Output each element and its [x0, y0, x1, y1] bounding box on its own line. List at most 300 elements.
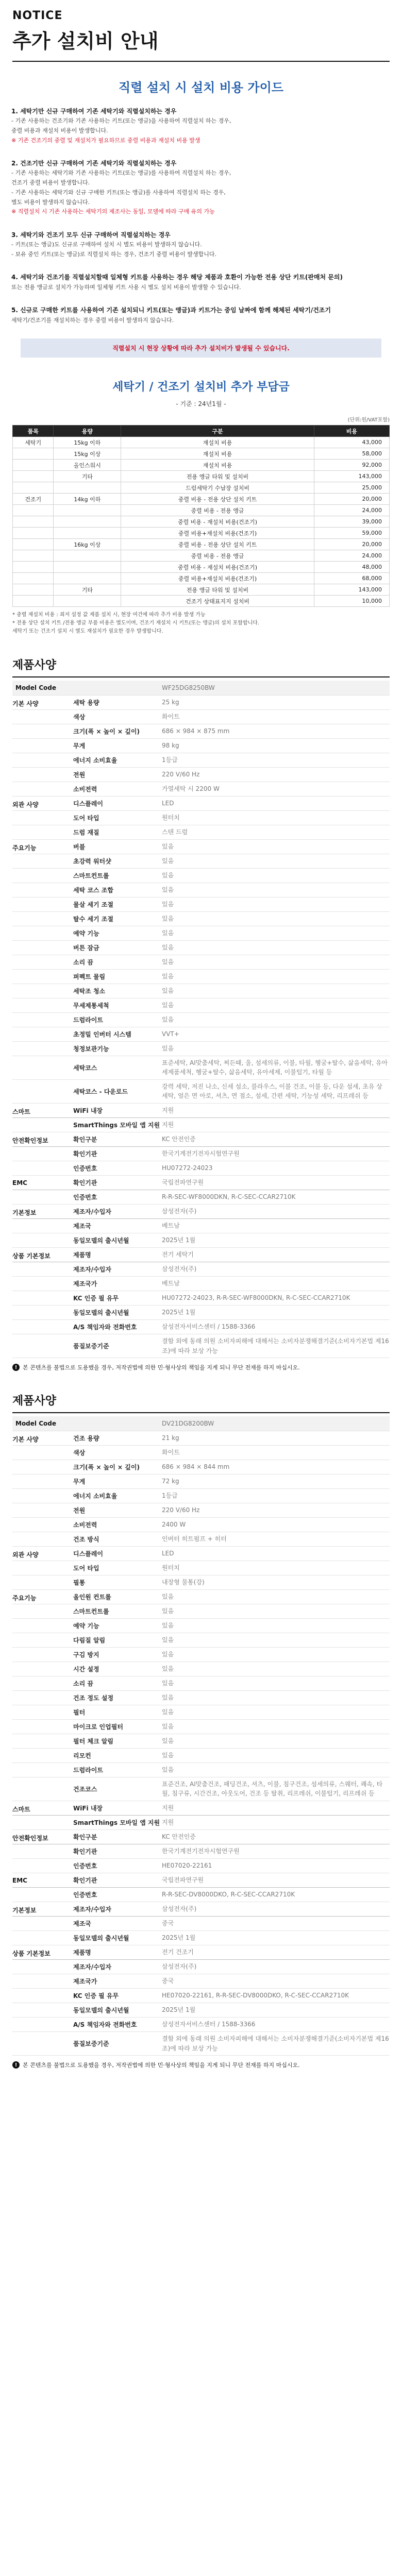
spec-label: 세탁 용량	[73, 695, 162, 709]
spec-model-label: Model Code	[12, 681, 73, 695]
fee-note-line: 세탁기 또는 건조기 설치 시 별도 재설치가 필요한 경우 발생합니다.	[12, 629, 163, 635]
spec-label: 동일모델의 출시년월	[73, 2003, 162, 2017]
spec-label: 색상	[73, 709, 162, 724]
spec-label: 다림질 알림	[73, 1633, 162, 1647]
spec-row	[12, 1690, 390, 1705]
guide-item-line: 또는 전용 앵글로 설치가 가능하며 일체형 키트 사용 시 별도 설치 비용이 발생할 수 있습니다.	[11, 283, 241, 291]
fee-row	[13, 471, 390, 482]
spec-label: 건조 용량	[73, 1431, 162, 1445]
fee-row	[13, 437, 390, 448]
fee-header-cell: 용량	[54, 426, 121, 437]
spec-row	[12, 1647, 390, 1662]
spec-label: 소리 끔	[73, 955, 162, 969]
spec-category	[12, 1561, 73, 1575]
spec-row	[12, 897, 390, 911]
spec-value: 국립전파연구원	[162, 1176, 390, 1190]
guide-item-line: 중렬 비용과 재설치 비용이 발생합니다.	[11, 127, 108, 134]
spec-label: KC 인증 필 유무	[73, 1291, 162, 1306]
fee-row	[13, 494, 390, 505]
spec-row	[12, 868, 390, 883]
spec-row	[12, 1858, 390, 1873]
spec-value: 있음	[162, 1705, 390, 1719]
spec-value: HE07020-22161, R-R-SEC-DV8000DKO, R-C-SEC-CCAR2710K	[162, 1988, 390, 2003]
spec-label: 인증번호	[73, 1190, 162, 1205]
spec-value: 있음	[162, 1676, 390, 1690]
spec-category	[12, 1974, 73, 1988]
spec-label: 확인기관	[73, 1873, 162, 1887]
spec-label: 리모컨	[73, 1748, 162, 1762]
spec-row	[12, 883, 390, 897]
spec-row	[12, 955, 390, 969]
spec-category	[12, 1488, 73, 1503]
spec-value: 표준건조, AI맞춤건조, 패딩건조, 셔츠, 이불, 침구건조, 섬세의류, 스웨터, 쾌속, 타월, 침구류, 시간건조, 아웃도어, 건조 등 탈취, 리프레쉬, 이불털기, 리프레쉬 등	[162, 1777, 390, 1801]
spec-category	[12, 1079, 73, 1103]
spec-category	[12, 1445, 73, 1460]
guide-item-head: 2. 건조기만 신규 구매하여 기존 세탁기와 직렬설치하는 경우	[11, 160, 177, 167]
spec-label: WiFi 내장	[73, 1801, 162, 1815]
spec-row	[12, 1079, 390, 1103]
spec-row	[12, 1474, 390, 1488]
spec-label: 제조국	[73, 1219, 162, 1233]
notice-header	[0, 0, 402, 62]
fee-header-cell: 품목	[13, 426, 54, 437]
spec-category: 스마트	[12, 1104, 73, 1118]
fee-cell	[13, 482, 54, 494]
spec-value: 1등급	[162, 753, 390, 767]
info-icon: !	[12, 2061, 20, 2069]
spec-value: 삼성전자(주)	[162, 1205, 390, 1219]
fee-cell	[13, 471, 54, 482]
spec-row	[12, 1532, 390, 1546]
spec-label: 필통	[73, 1575, 162, 1589]
spec-category	[12, 1662, 73, 1676]
fee-cell	[13, 460, 54, 471]
spec-row	[12, 709, 390, 724]
fee-cell: 24,000	[314, 505, 389, 516]
fee-cell: 중렬 비용+재설치 비용(건조기)	[121, 573, 314, 584]
spec-model-value: WF25DG8250BW	[162, 681, 390, 695]
notice-title: 추가 설치비 안내	[12, 30, 159, 53]
fee-cell: 43,000	[314, 437, 389, 448]
copyright-note	[0, 2056, 402, 2069]
guide-item-line: 세탁기/건조기를 재설치하는 경우 중렬 비용이 발생하지 않습니다.	[11, 316, 174, 324]
spec-value: 있음	[162, 1719, 390, 1734]
spec-row	[12, 1561, 390, 1575]
spec-category: 기본정보	[12, 1902, 73, 1916]
spec-value: 있음	[162, 839, 390, 854]
spec-category: 외관 사양	[12, 1546, 73, 1561]
spec-row	[12, 810, 390, 825]
spec-category	[12, 2003, 73, 2017]
spec-label: 드럼라이트	[73, 1012, 162, 1027]
spec-label: 제조국가	[73, 1974, 162, 1988]
spec-category	[12, 1190, 73, 1205]
fee-cell	[13, 573, 54, 584]
spec-label: 세탁 코스 조합	[73, 883, 162, 897]
fee-cell: 58,000	[314, 448, 389, 460]
spec-row	[12, 1719, 390, 1734]
spec-label: 세탁코스 - 다운로드	[73, 1079, 162, 1103]
spec-category: 기본 사양	[12, 695, 73, 709]
fee-cell	[13, 539, 54, 550]
spec-label: 드럼 재질	[73, 825, 162, 839]
spec-row	[12, 738, 390, 753]
fee-cell: 드럼세탁기 수납장 설치비	[121, 482, 314, 494]
fee-cell: 14kg 이하	[54, 494, 121, 505]
spec-row	[12, 984, 390, 998]
spec-row	[12, 1748, 390, 1762]
spec-label: 스마트컨트롤	[73, 1604, 162, 1618]
fee-cell: 15kg 이하	[54, 437, 121, 448]
spec-row	[12, 1132, 390, 1147]
spec-value: HU07272-24023, R-R-SEC-WF8000DKN, R-C-SEC-CCAR2710K	[162, 1291, 390, 1306]
fee-cell	[13, 562, 54, 573]
spec-label: A/S 책임자와 전화번호	[73, 1320, 162, 1334]
spec-category	[12, 2017, 73, 2031]
fee-header-cell: 구분	[121, 426, 314, 437]
spec-category: EMC	[12, 1873, 73, 1887]
guide-item-line: - 키트(또는 앵글)도 신규로 구매하여 설치 시 별도 비용이 발생하지 않습니다.	[11, 241, 202, 248]
spec-value: 삼성전자(주)	[162, 1902, 390, 1916]
spec-label: 에너지 소비효율	[73, 753, 162, 767]
spec-value: R-R-SEC-WF8000DKN, R-C-SEC-CCAR2710K	[162, 1190, 390, 1205]
fee-cell: 48,000	[314, 562, 389, 573]
spec-label: SmartThings 모바일 앱 지원	[73, 1815, 162, 1829]
spec-value: 있음	[162, 1690, 390, 1705]
spec-category	[12, 1334, 73, 1358]
spec-row	[12, 1118, 390, 1132]
guide-item-line: - 기존 사용하는 건조기와 기존 사용하는 키트(또는 앵글)을 사용하여 직렬설치 하는 경우,	[11, 117, 231, 125]
spec-label: 무게	[73, 738, 162, 753]
spec-label: 확인구분	[73, 1829, 162, 1844]
spec-row	[12, 1887, 390, 1902]
spec-value: 있음	[162, 969, 390, 984]
spec-row	[12, 969, 390, 984]
fee-cell: 25,000	[314, 482, 389, 494]
fee-cell: 59,000	[314, 528, 389, 539]
fee-row	[13, 460, 390, 471]
spec-label: 제조자/수입자	[73, 1959, 162, 1974]
spec-category	[12, 940, 73, 955]
spec-category	[12, 825, 73, 839]
spec-label: 초정밀 인버터 시스템	[73, 1027, 162, 1041]
fee-cell: 중렬 비용 - 전용 앵글	[121, 505, 314, 516]
spec-value: 220 V/60 Hz	[162, 1503, 390, 1517]
spec-category	[12, 1147, 73, 1161]
spec-category	[12, 897, 73, 911]
spec-value: LED	[162, 1546, 390, 1561]
spec-value: 삼성전자서비스센터 / 1588-3366	[162, 2017, 390, 2031]
spec-value: 지원	[162, 1815, 390, 1829]
spec-label: 제조자/수입자	[73, 1902, 162, 1916]
fee-cell	[54, 596, 121, 607]
spec-label: 제조국	[73, 1916, 162, 1930]
spec-category	[12, 1306, 73, 1320]
spec-label: 도어 타입	[73, 810, 162, 825]
spec-row	[12, 782, 390, 796]
fee-cell	[13, 448, 54, 460]
highlight-notice: 직렬설치 시 현장 상황에 따라 추가 설치비가 발생될 수 있습니다.	[21, 338, 381, 358]
spec-category	[12, 1291, 73, 1306]
spec-heading: 제품사양	[12, 659, 57, 672]
spec-category	[12, 868, 73, 883]
spec-category	[12, 1262, 73, 1277]
spec-category	[12, 1930, 73, 1945]
spec-row	[12, 1974, 390, 1988]
guide-item	[11, 306, 391, 325]
fee-cell	[13, 505, 54, 516]
spec-category	[12, 998, 73, 1012]
spec-value: 가열세탁 시 2200 W	[162, 782, 390, 796]
spec-category	[12, 1233, 73, 1248]
spec-value: KC 안전인증	[162, 1829, 390, 1844]
spec-row	[12, 1546, 390, 1561]
spec-row	[12, 911, 390, 926]
spec-row	[12, 854, 390, 868]
spec-value: 삼성전자(주)	[162, 1262, 390, 1277]
spec-row	[12, 1844, 390, 1858]
spec-label: 품질보증기준	[73, 2031, 162, 2055]
fee-row	[13, 482, 390, 494]
spec-row	[12, 1916, 390, 1930]
spec-label: 퍼펙트 물림	[73, 969, 162, 984]
spec-value: 지원	[162, 1801, 390, 1815]
spec-category: 상품 기본정보	[12, 1248, 73, 1262]
guide-item-line: - 기존 사용하는 세탁기와 신규 구매한 키트(또는 앵글)를 사용하여 직렬설치 하는 경우,	[11, 189, 226, 196]
guide-item-line: - 기존 사용하는 세탁기와 기존 사용하는 키트(또는 앵글)를 사용하여 직렬설치 하는 경우,	[11, 170, 231, 177]
spec-model-row	[12, 681, 390, 695]
spec-category: 안전확인정보	[12, 1829, 73, 1844]
spec-label: 제품명	[73, 1248, 162, 1262]
fee-cell: 중렬 비용 - 전용 상단 설치 키트	[121, 539, 314, 550]
spec-category: 스마트	[12, 1801, 73, 1815]
spec-value: 2025년 1월	[162, 1233, 390, 1248]
spec-value: 중국	[162, 1916, 390, 1930]
spec-value: 중국	[162, 1974, 390, 1988]
info-icon: !	[12, 1364, 20, 1371]
spec-value: 지원	[162, 1104, 390, 1118]
spec-category	[12, 1844, 73, 1858]
spec-value: 화이트	[162, 1445, 390, 1460]
spec-value: 있음	[162, 1604, 390, 1618]
spec-category	[12, 1532, 73, 1546]
spec-value: 있음	[162, 1662, 390, 1676]
spec-value: 있음	[162, 1618, 390, 1633]
fee-title: 세탁기 / 건조기 설치비 추가 부담금	[112, 381, 290, 394]
spec-row	[12, 1575, 390, 1589]
fee-cell: 재설치 비용	[121, 437, 314, 448]
guide-item-head: 1. 세탁기만 신규 구매하여 기존 세탁기와 직렬설치하는 경우	[11, 108, 177, 115]
spec-value: 결함 외에 동래 의원 소비자피해에 대해서는 소비자분쟁해결기준(소비자기본법 제16조)에 따라 보상 가능	[162, 1334, 390, 1358]
spec-category	[12, 1647, 73, 1662]
spec-value: 있음	[162, 955, 390, 969]
spec-value: 있음	[162, 984, 390, 998]
spec-label: 동일모델의 출시년월	[73, 1930, 162, 1945]
spec-label: A/S 책임자와 전화번호	[73, 2017, 162, 2031]
spec-category	[12, 1633, 73, 1647]
fee-cell: 올인스워시	[54, 460, 121, 471]
guide-item	[11, 230, 391, 260]
spec-category: 외관 사양	[12, 796, 73, 810]
spec-label: 확인구분	[73, 1132, 162, 1147]
spec-value: 스텐 드럼	[162, 825, 390, 839]
spec-category	[12, 1988, 73, 2003]
fee-cell: 39,000	[314, 516, 389, 528]
spec-category	[12, 1734, 73, 1748]
fee-cell	[54, 573, 121, 584]
spec-category	[12, 1118, 73, 1132]
spec-label: 도어 타입	[73, 1561, 162, 1575]
spec-value: 베트남	[162, 1277, 390, 1291]
spec-category	[12, 984, 73, 998]
spec-row	[12, 1734, 390, 1748]
spec-label: 무세제통세척	[73, 998, 162, 1012]
fee-cell: 기타	[54, 471, 121, 482]
spec-row	[12, 1041, 390, 1056]
spec-label: 소리 끔	[73, 1676, 162, 1690]
spec-model-spacer	[73, 1416, 162, 1431]
spec-value: 있음	[162, 1041, 390, 1056]
spec-category	[12, 1460, 73, 1474]
spec-row	[12, 796, 390, 810]
spec-category: 주요기능	[12, 1589, 73, 1604]
spec-row	[12, 1676, 390, 1690]
spec-label: WiFi 내장	[73, 1104, 162, 1118]
guide-item-line: 건조기 중렬 비용이 발생합니다.	[11, 179, 90, 187]
fee-cell	[54, 505, 121, 516]
guide-item-head: 5. 신규로 구매한 키트를 사용하여 기존 설치되니 키트(또는 앵글)과 키트가는 중임 날짜에 함께 해체된 세탁기/건조기	[11, 307, 331, 314]
spec-category	[12, 738, 73, 753]
copyright-text: 본 콘텐츠를 불법으로 도용했을 경우, 저작권법에 의한 민·형사상의 책임을 지게 되니 무단 전재를 하지 마십시오.	[23, 1364, 300, 1371]
spec-row	[12, 724, 390, 738]
fee-table-header	[13, 426, 390, 437]
spec-label: 구김 방지	[73, 1647, 162, 1662]
fee-cell	[13, 528, 54, 539]
spec-label: 확인기관	[73, 1844, 162, 1858]
fee-cell: 중렬 비용 - 전용 앵글	[121, 550, 314, 562]
spec-category	[12, 724, 73, 738]
spec-label: 건조코스	[73, 1777, 162, 1801]
spec-label: 버튼 잠금	[73, 940, 162, 955]
fee-cell: 24,000	[314, 550, 389, 562]
spec-value: HU07272-24023	[162, 1161, 390, 1176]
fee-cell	[54, 550, 121, 562]
spec-value: 2025년 1월	[162, 2003, 390, 2017]
spec-label: 디스플레이	[73, 1546, 162, 1561]
spec-label: 인증번호	[73, 1887, 162, 1902]
fee-row	[13, 528, 390, 539]
spec-value: 있음	[162, 897, 390, 911]
spec-label: 세탁조 청소	[73, 984, 162, 998]
spec-row	[12, 767, 390, 782]
fee-cell: 10,000	[314, 596, 389, 607]
spec-value: 삼성전자서비스센터 / 1588-3366	[162, 1320, 390, 1334]
spec-category	[12, 1762, 73, 1777]
spec-value: 2025년 1월	[162, 1306, 390, 1320]
fee-cell: 중렬 비용+재설치 비용(건조기)	[121, 528, 314, 539]
spec-row	[12, 2017, 390, 2031]
fee-cell: 세탁기	[13, 437, 54, 448]
spec-category	[12, 1012, 73, 1027]
spec-label: 제조자/수입자	[73, 1205, 162, 1219]
guide-item-line: 별도 비용이 발생하지 않습니다.	[11, 198, 90, 206]
spec-row	[12, 1277, 390, 1291]
spec-category	[12, 1575, 73, 1589]
spec-category	[12, 1503, 73, 1517]
spec-row	[12, 1988, 390, 2003]
spec-label: 소비전력	[73, 782, 162, 796]
spec-value: 삼성전자(주)	[162, 1959, 390, 1974]
spec-label: 제조국가	[73, 1277, 162, 1291]
fee-row	[13, 448, 390, 460]
spec-label: 필터 체크 알림	[73, 1734, 162, 1748]
spec-row	[12, 1662, 390, 1676]
spec-model-value: DV21DG8200BW	[162, 1416, 390, 1431]
spec-category	[12, 1604, 73, 1618]
spec-label: SmartThings 모바일 앱 지원	[73, 1118, 162, 1132]
spec-category: 주요기능	[12, 839, 73, 854]
spec-value: 있음	[162, 1748, 390, 1762]
spec-value: 686 × 984 × 875 mm	[162, 724, 390, 738]
spec-value: 한국기계전기전자시험연구원	[162, 1147, 390, 1161]
spec-row	[12, 1205, 390, 1219]
spec-value: 화이트	[162, 709, 390, 724]
spec-value: 원터치	[162, 1561, 390, 1575]
spec-category	[12, 955, 73, 969]
spec-row	[12, 1517, 390, 1532]
fee-cell: 기타	[54, 584, 121, 596]
spec-model-row	[12, 1416, 390, 1431]
spec-category	[12, 926, 73, 940]
spec-value: 686 × 984 × 844 mm	[162, 1460, 390, 1474]
spec-label: 인증번호	[73, 1161, 162, 1176]
spec-category	[12, 1690, 73, 1705]
fee-cell	[13, 584, 54, 596]
spec-category	[12, 1748, 73, 1762]
spec-row	[12, 825, 390, 839]
guide-item	[11, 159, 391, 217]
guide-title: 직렬 설치 시 설치 비용 가이드	[119, 80, 283, 95]
spec-category	[12, 1858, 73, 1873]
fee-notes	[0, 607, 402, 636]
spec-container	[0, 656, 402, 2069]
notice-label: NOTICE	[12, 9, 63, 22]
spec-row	[12, 1320, 390, 1334]
spec-value: 있음	[162, 854, 390, 868]
spec-row	[12, 1829, 390, 1844]
spec-value: 있음	[162, 926, 390, 940]
guide-item-line: ※ 기존 건조기의 중렬 및 재설치가 필요하므로 중렬 비용과 재설치 비용 발생	[11, 137, 200, 144]
fee-row	[13, 505, 390, 516]
spec-value: 전기 건조기	[162, 1945, 390, 1959]
spec-label: 세탁코스	[73, 1056, 162, 1079]
spec-table	[12, 681, 390, 1358]
fee-cell: 재설치 비용	[121, 460, 314, 471]
spec-value: 있음	[162, 1633, 390, 1647]
spec-category	[12, 2031, 73, 2055]
guide-item-head: 3. 세탁기와 건조기 모두 신규 구매하여 직렬설치하는 경우	[11, 231, 171, 239]
fee-cell: 중렬 비용 - 전용 상단 설치 키트	[121, 494, 314, 505]
spec-value: 있음	[162, 868, 390, 883]
spec-value: 있음	[162, 998, 390, 1012]
spec-value: 지원	[162, 1118, 390, 1132]
spec-label: 탈수 세기 조절	[73, 911, 162, 926]
spec-category: EMC	[12, 1176, 73, 1190]
spec-row	[12, 839, 390, 854]
spec-value: 있음	[162, 911, 390, 926]
spec-value: 베트남	[162, 1219, 390, 1233]
spec-value: 2400 W	[162, 1517, 390, 1532]
